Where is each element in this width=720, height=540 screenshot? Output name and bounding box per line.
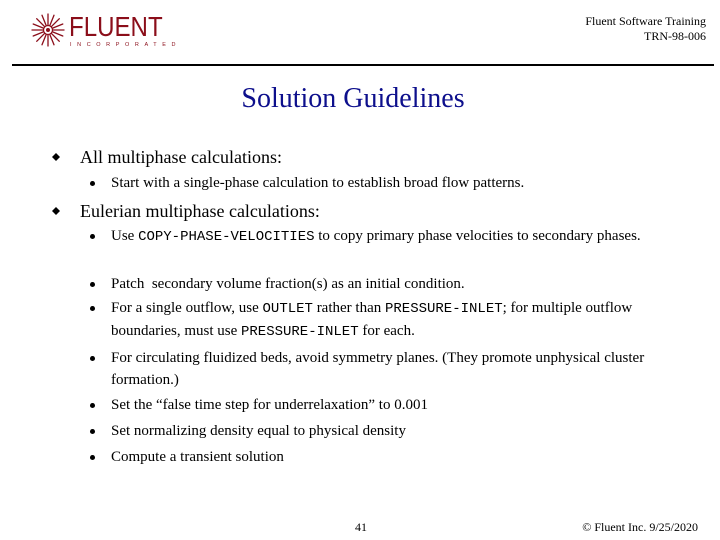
- section-heading: All multiphase calculations:: [80, 147, 282, 167]
- page-number: 41: [355, 520, 367, 534]
- diamond-bullet-icon: [52, 153, 60, 161]
- diamond-bullet-icon: [52, 207, 60, 215]
- item-code: COPY-PHASE-VELOCITIES: [138, 229, 315, 245]
- list-item: For circulating fluidized beds, avoid symmetry planes. (They promote unphysical cluster formation.): [111, 350, 645, 388]
- list-item: [111, 297, 681, 343]
- training-label: Fluent Software Training: [585, 14, 706, 28]
- item-text: Use: [111, 228, 139, 244]
- item-code: PRESSURE-INLET: [240, 324, 359, 340]
- dot-bullet-icon: [89, 180, 96, 187]
- item-code: OUTLET: [262, 301, 313, 317]
- item-text: For a single outflow, use: [111, 300, 263, 316]
- item-text: rather than: [312, 300, 385, 316]
- logo-subtext: INCORPORATED: [70, 42, 182, 48]
- dot-bullet-icon: [89, 281, 96, 288]
- logo-wordmark: FLUENT: [69, 11, 163, 42]
- slide-title: Solution Guidelines: [241, 83, 465, 114]
- dot-bullet-icon: [89, 454, 96, 461]
- item-text: to copy primary phase velocities to secondary phases.: [314, 228, 641, 244]
- list-item: Start with a single-phase calculation to establish broad flow patterns.: [111, 175, 525, 191]
- item-code: PRESSURE-INLET: [385, 301, 503, 317]
- list-item: [111, 225, 681, 248]
- course-code: TRN-98-006: [644, 29, 706, 43]
- list-item: Set the “false time step for underrelaxation” to 0.001: [111, 397, 428, 413]
- copyright: © Fluent Inc. 9/25/2020: [582, 520, 698, 534]
- section-heading: Eulerian multiphase calculations:: [80, 201, 320, 221]
- dot-bullet-icon: [89, 402, 96, 409]
- dot-bullet-icon: [89, 233, 96, 240]
- item-text: for each.: [358, 323, 415, 339]
- dot-bullet-icon: [89, 428, 96, 435]
- item-text: ; for multiple outflow boundaries, must use: [111, 300, 633, 339]
- list-item: Patch secondary volume fraction(s) as an initial condition.: [111, 276, 465, 292]
- list-item: Set normalizing density equal to physical density: [111, 423, 406, 439]
- list-item: Compute a transient solution: [111, 449, 284, 465]
- dot-bullet-icon: [89, 305, 96, 312]
- dot-bullet-icon: [89, 355, 96, 362]
